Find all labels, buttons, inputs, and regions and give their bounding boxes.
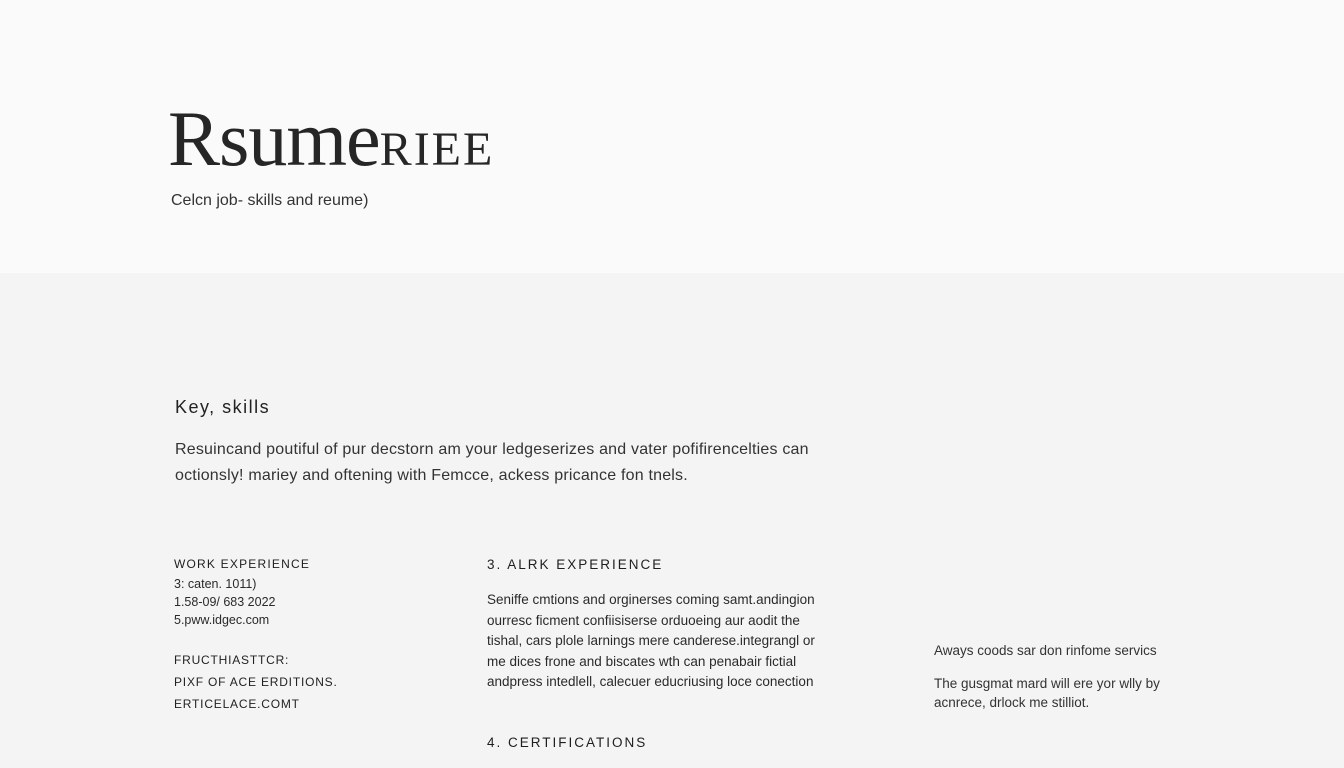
contact-line: 3: caten. 1011) bbox=[174, 577, 257, 591]
contact-line: 5.pww.idgec.com bbox=[174, 613, 270, 627]
experience-line: me dices frone and biscates wth can penabair fictial bbox=[487, 653, 797, 669]
key-skills-line: Resuincand poutiful of pur decstorn am your ledgeserizes and vater pofifirencelties can bbox=[175, 441, 809, 458]
key-skills-body bbox=[175, 437, 875, 489]
page-subtitle: Celcn job- skills and reume) bbox=[171, 192, 369, 209]
side-notes bbox=[934, 643, 1214, 712]
experience-line: Seniffe cmtions and orginerses coming samt.andingion bbox=[487, 592, 815, 607]
certifications-heading: 4. CERTIFICATIONS bbox=[487, 735, 648, 750]
info-line: ERTICELACE.COMT bbox=[174, 697, 300, 711]
side-note-body bbox=[934, 674, 1214, 712]
side-note-line: acnrece, drlock me stilliot. bbox=[934, 695, 1090, 710]
experience-line: andpress intedlell, calecuer educriusing loce conection bbox=[487, 674, 814, 689]
page-title bbox=[168, 95, 495, 182]
contact-column bbox=[174, 557, 434, 715]
key-skills-heading: Key, skills bbox=[175, 397, 271, 417]
side-note-line: The gusgmat mard will ere yor wlly by bbox=[934, 676, 1160, 691]
contact-line: 1.58-09/ 683 2022 bbox=[174, 595, 276, 609]
experience-line: tishal, cars plole larnings mere canderese.integrangl or bbox=[487, 633, 815, 648]
experience-column bbox=[487, 557, 867, 693]
title-suffix: RIEE bbox=[379, 123, 495, 176]
title-main: Rsume bbox=[168, 95, 380, 182]
experience-line: ourresc ficment confiisiserse orduoeing aur aodit the bbox=[487, 612, 800, 628]
work-experience-heading: WORK EXPERIENCE bbox=[174, 557, 311, 571]
key-skills-line: octionsly! mariey and oftening with Femcce, ackess pricance fon tnels. bbox=[175, 467, 688, 484]
info-line: PIXF OF ACE ERDITIONS. bbox=[174, 675, 338, 689]
experience-body bbox=[487, 590, 867, 693]
side-note-line: Aways coods sar don rinfome servics bbox=[934, 643, 1157, 658]
info-line: FRUCTHIASTTCR: bbox=[174, 653, 290, 667]
experience-heading: 3. ALRK EXPERIENCE bbox=[487, 557, 664, 572]
